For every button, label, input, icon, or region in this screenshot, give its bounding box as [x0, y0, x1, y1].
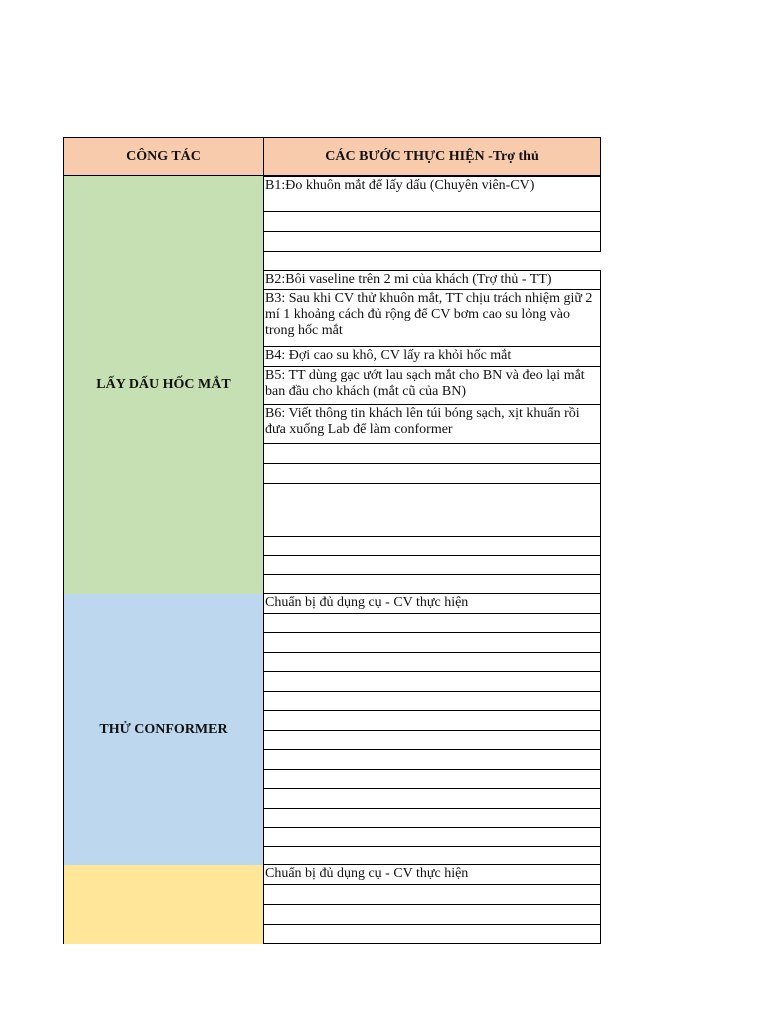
empty-cell[interactable]	[263, 925, 601, 944]
empty-cell[interactable]	[263, 672, 601, 692]
empty-cell[interactable]	[263, 711, 601, 731]
empty-cell[interactable]	[263, 789, 601, 809]
step-cell[interactable]: Chuẩn bị đủ dụng cụ - CV thực hiện	[263, 865, 601, 885]
empty-cell[interactable]	[263, 464, 601, 484]
empty-cell[interactable]	[263, 575, 601, 594]
header-cong-tac: CÔNG TÁC	[63, 137, 263, 176]
empty-cell[interactable]	[263, 232, 601, 252]
header-cac-buoc: CÁC BƯỚC THỰC HIỆN -Trợ thủ	[263, 137, 601, 176]
empty-cell[interactable]	[263, 556, 601, 575]
step-cell[interactable]: B3: Sau khi CV thử khuôn mắt, TT chịu trách nhiệm giữ 2 mí 1 khoảng cách đủ rộng để CV bơm cao su lỏng vào trong hốc mắt	[263, 290, 601, 347]
empty-cell[interactable]	[263, 770, 601, 789]
step-cell[interactable]: B4: Đợi cao su khô, CV lấy ra khỏi hốc mắt	[263, 347, 601, 367]
empty-cell[interactable]	[263, 847, 601, 865]
step-cell[interactable]: B1:Đo khuôn mắt để lấy dấu (Chuyên viên-CV)	[263, 176, 601, 212]
empty-cell[interactable]	[263, 731, 601, 750]
step-cell[interactable]: B6: Viết thông tin khách lên túi bóng sạch, xịt khuẩn rồi đưa xuống Lab để làm conformer	[263, 405, 601, 444]
empty-cell[interactable]	[263, 252, 601, 270]
empty-cell[interactable]	[263, 828, 601, 847]
step-cell[interactable]: Chuẩn bị đủ dụng cụ - CV thực hiện	[263, 594, 601, 614]
empty-cell[interactable]	[263, 633, 601, 653]
empty-cell[interactable]	[263, 905, 601, 925]
group-lay-dau-hoc-mat: LẤY DẤU HỐC MẮT	[63, 176, 263, 594]
empty-cell[interactable]	[263, 537, 601, 556]
empty-cell[interactable]	[263, 653, 601, 672]
group-thu-conformer: THỬ CONFORMER	[63, 594, 263, 865]
empty-cell[interactable]	[263, 750, 601, 770]
empty-cell[interactable]	[263, 692, 601, 711]
empty-cell[interactable]	[263, 614, 601, 633]
empty-cell[interactable]	[263, 444, 601, 464]
empty-cell[interactable]	[263, 484, 601, 537]
empty-cell[interactable]	[263, 212, 601, 232]
step-cell[interactable]: B5: TT dùng gạc ướt lau sạch mắt cho BN và đeo lại mắt ban đầu cho khách (mắt cũ của BN)	[263, 367, 601, 405]
empty-cell[interactable]	[263, 809, 601, 828]
step-cell[interactable]: B2:Bôi vaseline trên 2 mi của khách (Trợ thủ - TT)	[263, 270, 601, 290]
group-third	[63, 865, 263, 944]
empty-cell[interactable]	[263, 885, 601, 905]
